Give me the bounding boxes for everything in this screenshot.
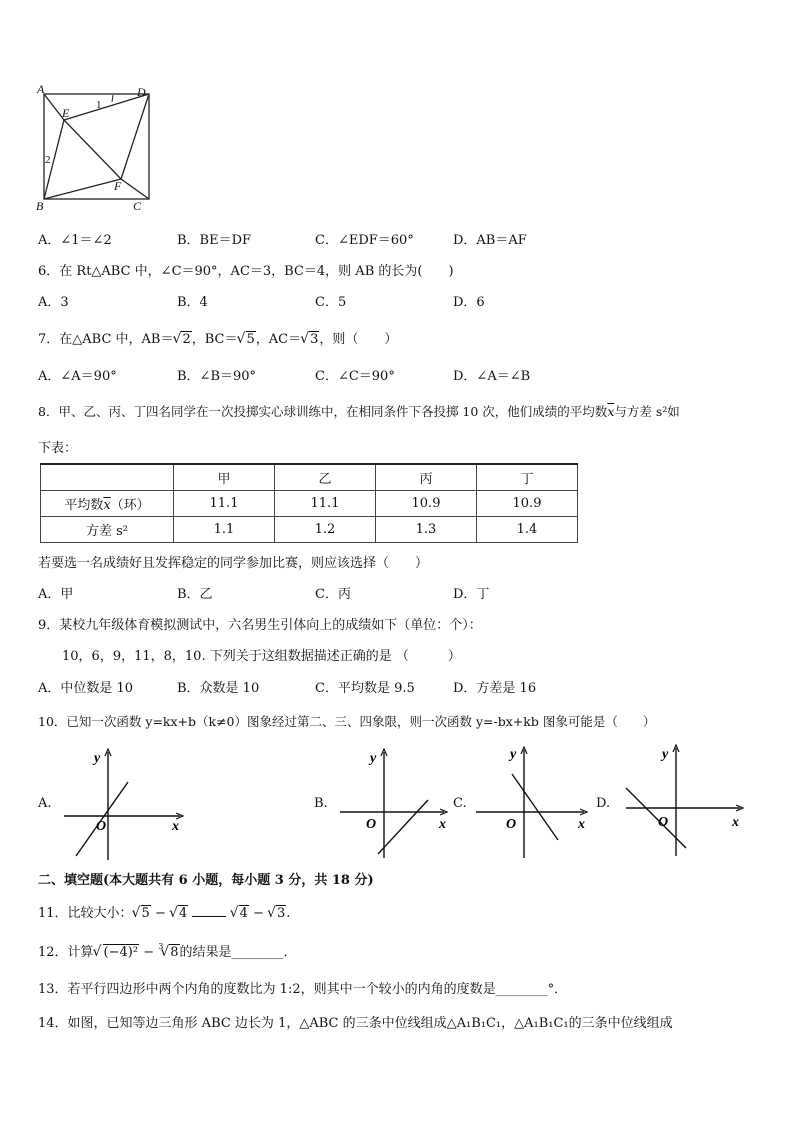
table-cell: 1.2 — [275, 517, 376, 543]
q7-suffix: ，则（ ） — [319, 332, 398, 347]
square-figure — [34, 82, 158, 214]
q10-graph-c[interactable] — [474, 744, 592, 862]
origin-label: O — [96, 819, 107, 834]
table-row-mean — [41, 491, 578, 517]
q10-graph-d[interactable] — [622, 744, 748, 862]
table-cell: 1.4 — [477, 517, 578, 543]
table-cell: 11.1 — [174, 491, 275, 517]
q9-option-d[interactable]: D．方差是 16 — [453, 681, 537, 696]
q8-option-c[interactable]: C．丙 — [315, 587, 351, 602]
q10-option-c-label[interactable]: C. — [453, 796, 467, 811]
q8-stem-line2: 下表： — [38, 441, 78, 456]
q8-table — [40, 463, 578, 543]
q5-option-d[interactable]: D．AB＝AF — [453, 233, 527, 248]
q7-mid2: ，AC＝ — [255, 332, 302, 347]
q8-option-b[interactable]: B．乙 — [177, 587, 213, 602]
q9-stem: 9．某校九年级体育模拟测试中，六名男生引体向上的成绩如下（单位：个）： — [38, 618, 482, 633]
q10-option-b-label[interactable]: B. — [314, 796, 328, 811]
x-label: x — [578, 817, 585, 832]
label-c: C — [133, 199, 142, 213]
x-label: x — [732, 815, 739, 830]
q7-root-3: √ 3 — [301, 332, 319, 347]
origin-label: O — [658, 815, 669, 830]
y-label: y — [94, 751, 101, 766]
q10-graph-b[interactable] — [336, 744, 454, 862]
q13-stem: 13．若平行四边形中两个内角的度数比为 1:2，则其中一个较小的内角的度数是________°． — [38, 982, 568, 997]
label-angle-1: 1 — [96, 99, 102, 111]
table-header-jia: 甲 — [174, 464, 275, 491]
angle-mark-1 — [112, 95, 113, 102]
q9-data-line: 10，6，9，11，8，10. 下列关于这组数据描述正确的是 （ ） — [62, 649, 461, 664]
q10-graph-a[interactable] — [60, 744, 190, 862]
label-f: F — [114, 179, 122, 193]
table-row-variance — [41, 517, 578, 543]
table-header-row — [41, 464, 578, 491]
section-2-title: 二、填空题(本大题共有 6 小题，每小题 3 分，共 18 分) — [38, 873, 374, 888]
q6-option-d[interactable]: D．6 — [453, 295, 485, 310]
label-angle-2: 2 — [45, 154, 51, 166]
label-b: B — [36, 199, 44, 213]
q7-option-b[interactable]: B．∠B＝90° — [177, 369, 257, 384]
table-var-label: 方差 s² — [41, 517, 174, 543]
q7-option-c[interactable]: C．∠C＝90° — [315, 369, 395, 384]
table-header-bing: 丙 — [376, 464, 477, 491]
origin-label: O — [506, 817, 517, 832]
q10-stem: 10．已知一次函数 y=kx+b（k≠0）图象经过第二、三、四象限，则一次函数 y=-bx+kb 图象可能是（ ） — [38, 714, 656, 729]
table-header-ding: 丁 — [477, 464, 578, 491]
xbar-symbol: $\overline{x}$ — [607, 404, 615, 419]
q11-stem: 11．比较大小： √ 5 − √ 4 √ 4 − √ 3. — [38, 902, 290, 921]
table-cell: 10.9 — [376, 491, 477, 517]
table-cell: 1.3 — [376, 517, 477, 543]
table-cell: 11.1 — [275, 491, 376, 517]
label-d: D — [137, 85, 146, 99]
segment-ef — [64, 120, 121, 179]
q7-option-a[interactable]: A．∠A＝90° — [38, 369, 117, 384]
label-a: A — [37, 82, 45, 96]
segment-fd — [121, 94, 149, 179]
graph-line — [512, 774, 558, 840]
table-mean-label: 平均数$\overline{x}$（环） — [41, 491, 174, 517]
y-label: y — [510, 747, 517, 762]
q12-stem: 12．计算 √ (−4)² − 3 √ 8的结果是________． — [38, 941, 297, 960]
y-label: y — [662, 747, 669, 762]
segment-ae — [44, 94, 64, 120]
q8-option-d[interactable]: D．丁 — [453, 587, 490, 602]
y-label: y — [370, 751, 377, 766]
q7-root-2: √ 2 — [173, 332, 191, 347]
q10-option-d-label[interactable]: D. — [596, 796, 611, 811]
table-cell: 1.1 — [174, 517, 275, 543]
q7-stem — [38, 328, 397, 347]
x-label: x — [172, 819, 179, 834]
graph-line — [626, 788, 686, 848]
q5-option-a[interactable]: A．∠1＝∠2 — [38, 233, 112, 248]
q10-option-a-label[interactable]: A. — [38, 796, 52, 811]
q7-root-5: √ 5 — [238, 332, 256, 347]
table-header-yi: 乙 — [275, 464, 376, 491]
q6-option-b[interactable]: B．4 — [177, 295, 208, 310]
q8-question: 若要选一名成绩好且发挥稳定的同学参加比赛，则应该选择（ ） — [38, 556, 429, 571]
x-label: x — [439, 817, 446, 832]
q6-option-c[interactable]: C．5 — [315, 295, 347, 310]
q6-option-a[interactable]: A．3 — [38, 295, 69, 310]
q9-option-c[interactable]: C．平均数是 9.5 — [315, 681, 415, 696]
q11-answer-blank[interactable] — [192, 916, 226, 917]
q5-option-c[interactable]: C．∠EDF＝60° — [315, 233, 414, 248]
q14-stem: 14．如图，已知等边三角形 ABC 边长为 1，△ABC 的三条中位线组成△A₁B₁C₁，△A₁B₁C₁的三条中位线组成 — [38, 1016, 673, 1031]
table-cell: 10.9 — [477, 491, 578, 517]
cube-root-index: 3 — [158, 942, 164, 951]
segment-fc — [121, 179, 149, 199]
graph-line — [378, 800, 428, 854]
q7-mid1: ，BC＝ — [191, 332, 238, 347]
q9-option-a[interactable]: A．中位数是 10 — [38, 681, 134, 696]
q8-stem: 8．甲、乙、丙、丁四名同学在一次投掷实心球训练中，在相同条件下各投掷 10 次，他们成绩的平均数$\overline{x}$与方差 s²如 — [38, 404, 680, 419]
label-e: E — [62, 106, 70, 120]
q5-option-b[interactable]: B．BE＝DF — [177, 233, 252, 248]
table-header-empty — [41, 464, 174, 491]
q7-option-d[interactable]: D．∠A＝∠B — [453, 369, 531, 384]
origin-label: O — [366, 817, 377, 832]
q7-prefix: 7．在△ABC 中，AB＝ — [38, 332, 174, 347]
q8-option-a[interactable]: A．甲 — [38, 587, 74, 602]
q6-stem: 6．在 Rt△ABC 中，∠C＝90°，AC＝3，BC＝4，则 AB 的长为( ) — [38, 264, 454, 279]
segment-bf — [44, 179, 121, 199]
q9-option-b[interactable]: B．众数是 10 — [177, 681, 260, 696]
